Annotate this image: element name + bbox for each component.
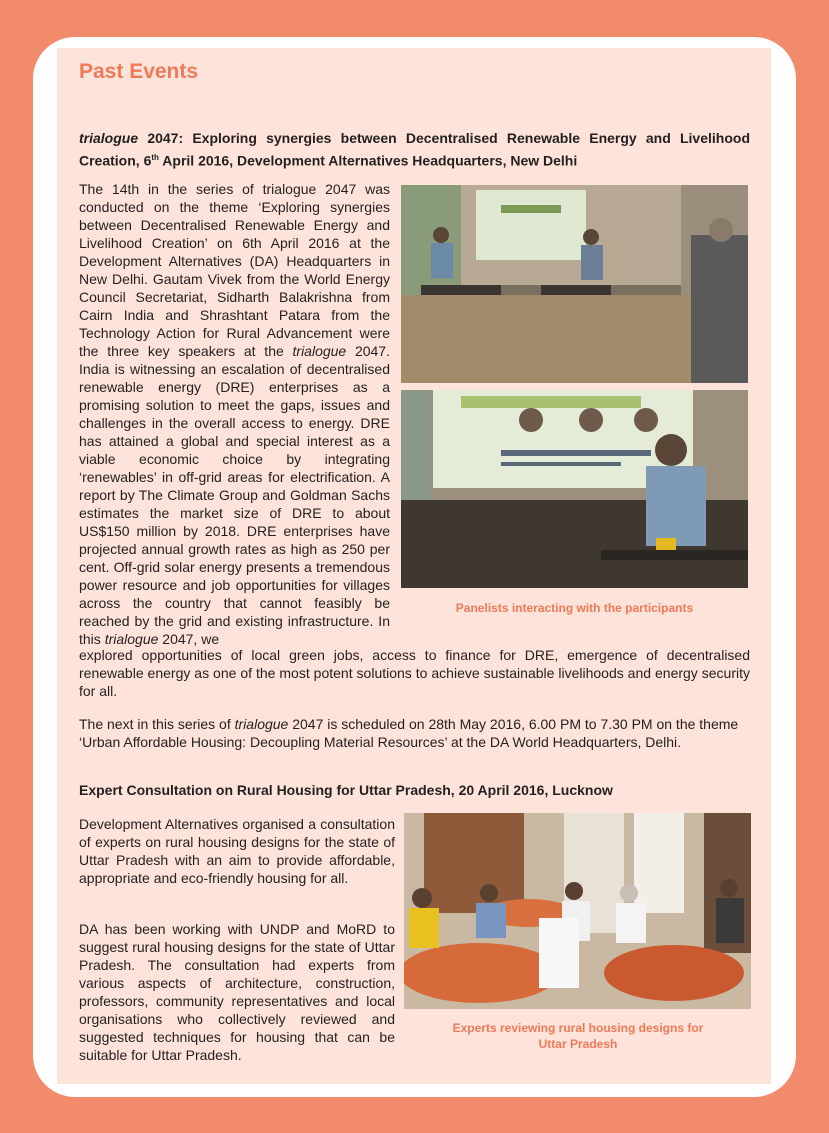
event2-photo-caption: Experts reviewing rural housing designs for Uttar Pradesh: [452, 1021, 704, 1051]
event1-para1-e: 2047, we: [158, 631, 220, 647]
event1-para1-b: trialogue: [292, 343, 347, 359]
event1-para1-c: 2047. India is witnessing an escalation of decentralised renewable energy (DRE) enterprises as a promising solution to meet the gaps, issues and challenges in the overall access to energy. DRE has attained a global and special interest as a viable economic choice by integrating ‘renewables’ in off-grid areas for electrification. A report by The Climate Group and Goldman Sachs estimates the market size of DRE to about US$150 million by 2018. DRE enterprises have projected annual growth rates as high as 250 per cent. Off-grid solar energy presents a tremendous power resource and job opportunities for villages across the country that cannot feasibly be reached by the grid and existing infrastructure. In this: [79, 343, 390, 647]
event1-title-sup: th: [151, 153, 159, 162]
event2-para2: DA has been working with UNDP and MoRD to suggest rural housing designs for the state of Uttar Pradesh. The consultation had experts from various aspects of architecture, construction, professors, community representatives and local organisations who collectively reviewed and suggested techniques for housing that can be suitable for Uttar Pradesh.: [79, 921, 395, 1063]
event1-body-full: explored opportunities of local green jobs, access to finance for DRE, emergence of decentralised renewable energy as one of the most potent solutions to achieve sustainable livelihoods and energy security for all.: [79, 647, 750, 699]
event1-para1-d: trialogue: [104, 631, 159, 647]
photo-panel-discussion: [401, 185, 748, 383]
photo-panelist-speaking: [401, 390, 748, 588]
event1-para2: [79, 715, 750, 751]
photo-experts-reviewing: [404, 813, 751, 1009]
event2-title: Expert Consultation on Rural Housing for Uttar Pradesh, 20 April 2016, Lucknow: [79, 782, 613, 798]
event1-title: [79, 129, 750, 171]
event1-title-italic: trialogue: [79, 130, 139, 146]
event1-title-part1: 2047: Exploring synergies between Decentralised Renewable Energy and Livelihood Creation, 6: [79, 130, 750, 169]
event1-para2-c: 2047 is scheduled on 28th May 2016, 6.00 PM to 7.30 PM on the theme ‘Urban Affordable Housing: Decoupling Material Resources’ at the DA World Headquarters, Delhi.: [79, 716, 739, 750]
event1-para2-b: trialogue: [234, 716, 289, 732]
event1-para2-a: The next in this series of: [79, 716, 231, 732]
event1-para1-a: The 14th in the series of trialogue 2047 was conducted on the theme ‘Exploring synergies between Decentralised Renewable Energy and Livelihood Creation’ on 6th April 2016 at the Development Alternatives (DA) Headquarters in New Delhi. Gautam Vivek from the World Energy Council Secretariat, Sidharth Balakrishna from Cairn India and Shrashtant Patara from the Technology Action for Rural Advancement were the three key speakers at the: [79, 181, 390, 359]
event1-photo-caption: Panelists interacting with the participants: [455, 601, 694, 615]
event1-body-column: [79, 180, 390, 648]
page-title: Past Events: [79, 60, 199, 83]
event1-title-part2: April 2016, Development Alternatives Headquarters, New Delhi: [158, 152, 578, 169]
event2-para1: Development Alternatives organised a consultation of experts on rural housing designs for the state of Uttar Pradesh with an aim to provide affordable, appropriate and eco-friendly housing for all.: [79, 816, 395, 886]
